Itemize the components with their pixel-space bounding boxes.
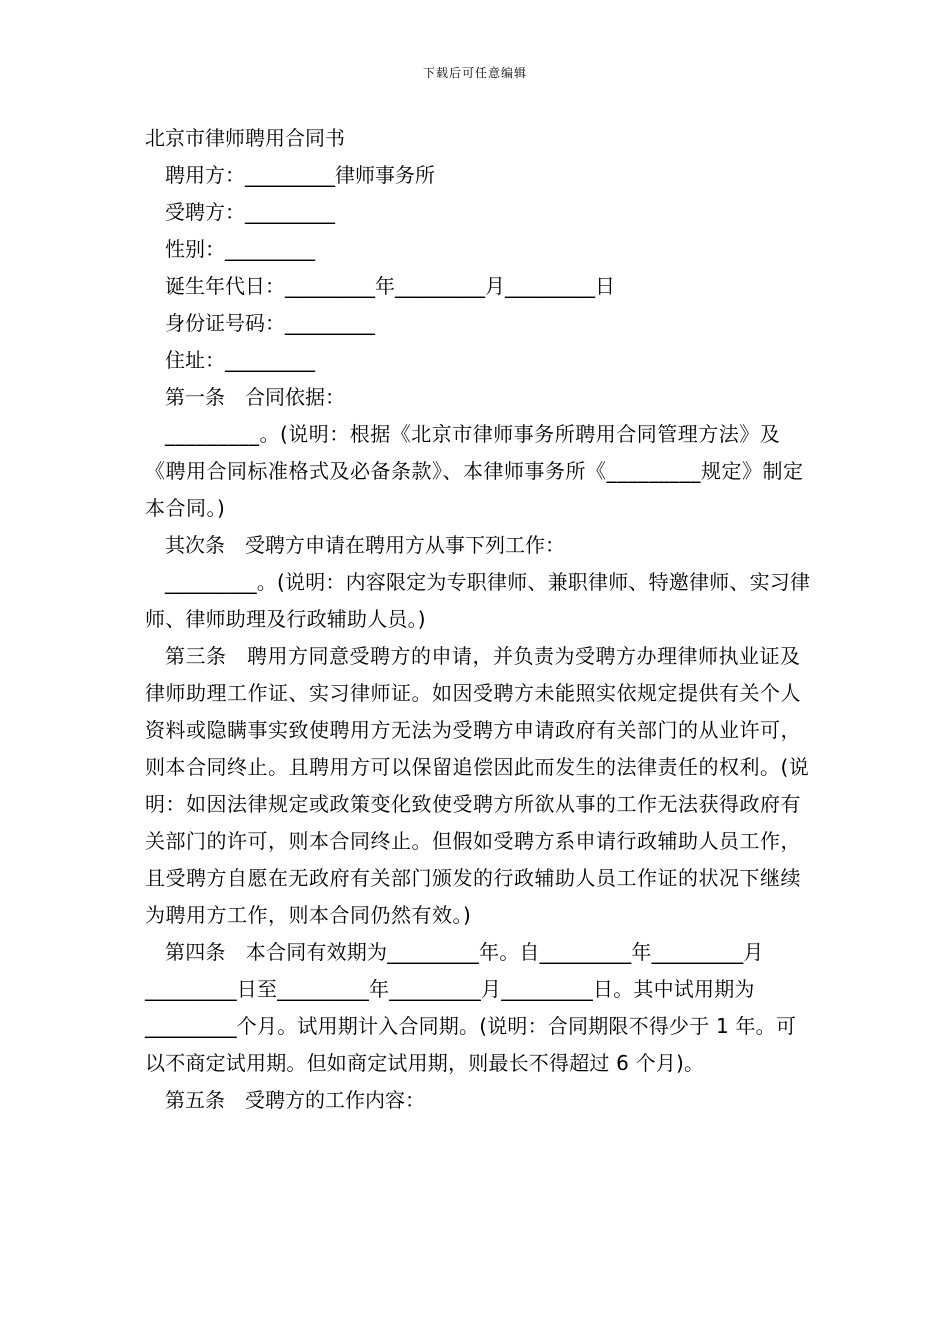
contract-body [145, 120, 815, 1119]
article-2-heading: 其次条 受聘方申请在聘用方从事下列工作： [165, 533, 565, 557]
field-gender: 性别：_________ [165, 237, 315, 261]
article-4: 第四条 本合同有效期为_________年。自_________年_________月_________日至_________年_________月_________日。其中试用期为_________个月。试用期计入合同期。(说明：合同期限不得少于 1 年。可以不商定试用期。但如商定试用期，则最长不得超过 6 个月)。 [145, 940, 797, 1075]
field-employer: 聘用方：_________律师事务所 [165, 163, 435, 187]
field-id-number: 身份证号码：_________ [165, 311, 375, 335]
article-3: 第三条 聘用方同意受聘方的申请，并负责为受聘方办理律师执业证及律师助理工作证、实习律师证。如因受聘方未能照实依规定提供有关个人资料或隐瞒事实致使聘用方无法为受聘方申请政府有关部门的从业许可，则本合同终止。且聘用方可以保留追偿因此而发生的法律责任的权利。(说明：如因法律规定或政策变化致使受聘方所欲从事的工作无法获得政府有关部门的许可，则本合同终止。但假如受聘方系申请行政辅助人员工作，且受聘方自愿在无政府有关部门颁发的行政辅助人员工作证的状况下继续为聘用方工作，则本合同仍然有效。) [145, 644, 810, 927]
article-1-heading: 第一条 合同依据： [165, 385, 345, 409]
document-title: 北京市律师聘用合同书 [145, 126, 345, 150]
article-1-body: _________。(说明：根据《北京市律师事务所聘用合同管理方法》及《聘用合同标准格式及必备条款》、本律师事务所《_________规定》制定本合同。) [145, 422, 804, 520]
field-address: 住址：_________ [165, 348, 315, 372]
article-2-body: _________。(说明：内容限定为专职律师、兼职律师、特邀律师、实习律师、律师助理及行政辅助人员。) [145, 570, 811, 631]
page-header-note: 下载后可任意编辑 [422, 66, 527, 80]
field-employee: 受聘方：_________ [165, 200, 335, 224]
field-birth-date: 诞生年代日：_________年_________月_________日 [165, 274, 615, 298]
article-5-heading: 第五条 受聘方的工作内容： [165, 1088, 425, 1112]
